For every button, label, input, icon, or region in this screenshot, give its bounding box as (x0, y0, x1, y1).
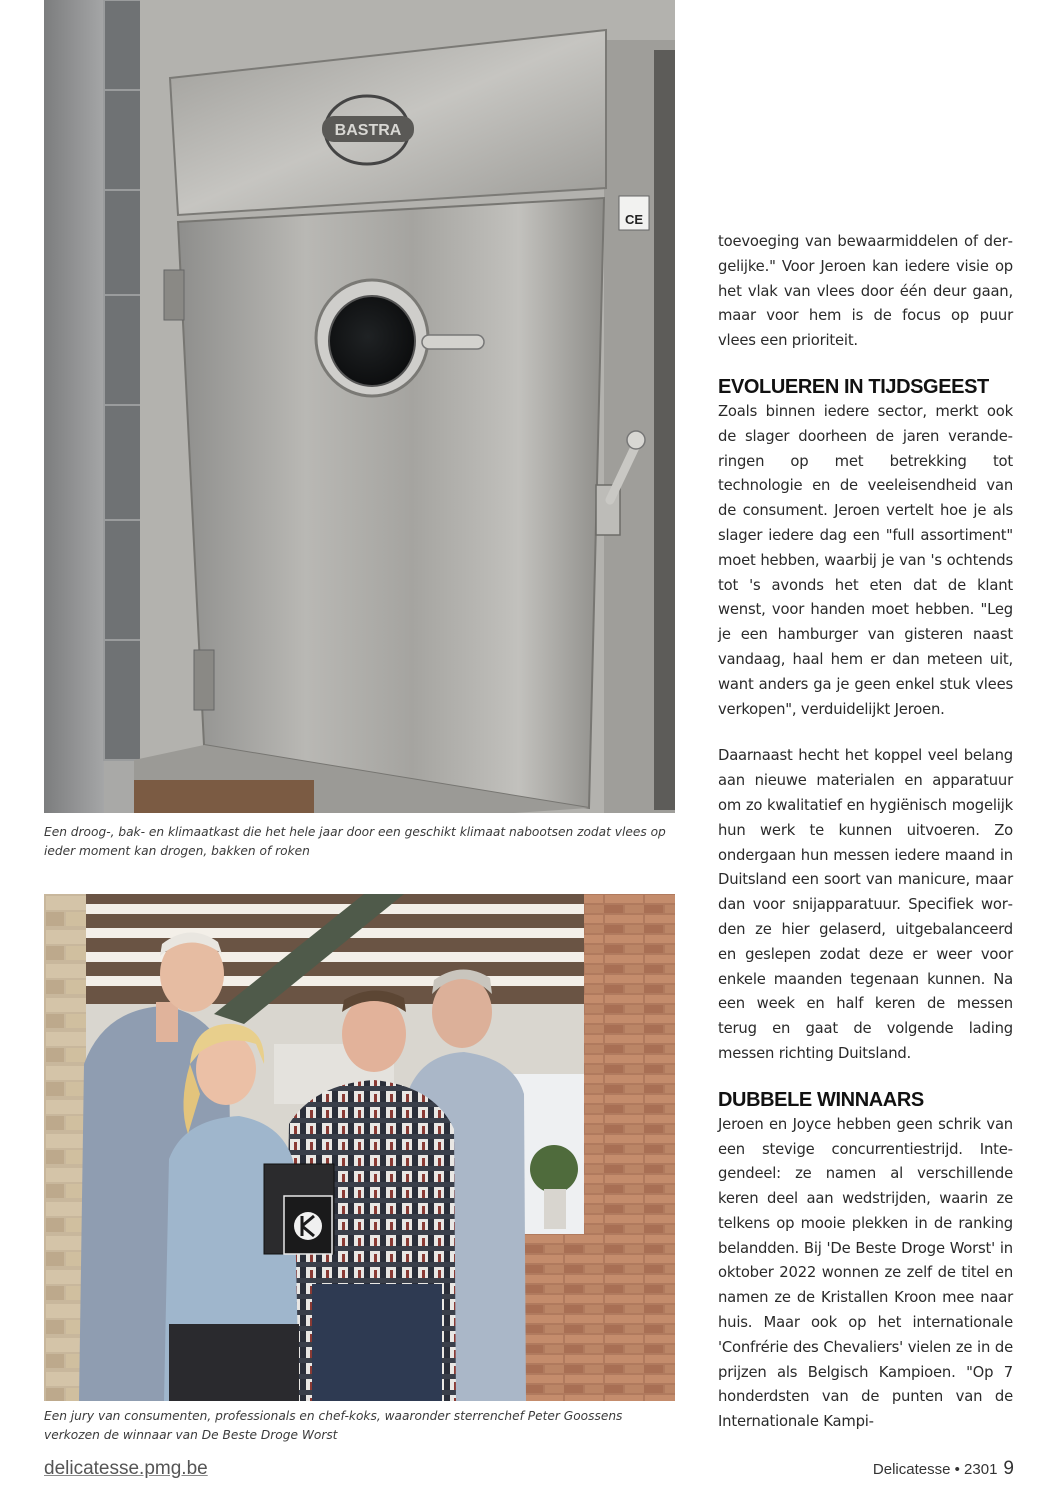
section-heading-dubbele-winnaars: DUBBELE WINNAARS (718, 1088, 924, 1111)
winners-illustration (44, 894, 675, 1401)
kristallen-kroon-award (264, 1164, 334, 1254)
section-heading-evolueren: EVOLUEREN IN TIJDSGEEST (718, 375, 989, 398)
oven-illustration (44, 0, 675, 813)
footer-page-number: 9 (1003, 1458, 1014, 1479)
section-evolueren-paragraph-2: Daarnaast hecht het koppel veel belang aan nieuwe materialen en apparatuur om zo kwalitatief en hygiënisch mogelijk hun werk te kunnen uitvoeren. Zo ondergaan hun messen iedere maand in Duitsland een soort van manicure, maar dan voor snijapparatuur. Specifiek worden ze hier gelaserd, uitgebalanceerd en geslepen zodat deze er weer voor enkele maanden tegenaan kunnen. Na een week en half keren de messen terug en gaat de volgende lading messen richting Duitsland. (718, 747, 1013, 1062)
svg-text:CE: CE (624, 212, 644, 227)
section-winnaars-paragraph-1: Jeroen en Joyce hebben geen schrik van een stevige concurrentiestrijd. Integendeel: ze namen al verschillende keren deel aan wedstrijden, waarin ze telkens op mooie plekken in de ranking belandden. Bij 'De Beste Droge Worst' in oktober 2022 wonnen ze zelf de titel en namen ze de Kristallen Kroon mee naar huis. Maar ook op het internationale 'Confrérie des Chevaliers' vielen ze in de prijzen als Belgisch Kampioen. "Op 7 honderdsten van de punten van de Internationale Kampi- (718, 1115, 1013, 1431)
section-evolueren-paragraph-1: Zoals binnen iedere sector, merkt ook de slager doorheen de jaren veranderingen op met betrekking tot technologie en de veeleisendheid van de consument. Jeroen vertelt hoe je als slager iedere dag een "full assortiment" moet hebben, waarbij je van 's ochtends tot 's avonds het eten dat de klant wenst, voor handen moet hebben. "Leg je een hamburger van gisteren naast vandaag, haal hem er dan meteen uit, want anders ga je geen enkel stuk vlees verkopen", verduidelijkt Jeroen. (718, 402, 1013, 718)
winners-photo-caption: Een jury van consumenten, professionals en chef-koks, waaronder sterrenchef Peter Goossens verkozen de winnaar van De Beste Droge Worst (44, 1409, 623, 1442)
svg-text:BASTRA: BASTRA (334, 122, 402, 139)
oven-photo-caption: Een droog-, bak- en klimaatkast die het hele jaar door een geschikt klimaat nabootsen zodat vlees op ieder moment kan drogen, bakken of roken (44, 825, 666, 858)
article-column (718, 230, 1013, 1435)
ce-label (619, 196, 649, 230)
oven-photo (44, 0, 675, 813)
footer-publication-info (873, 1458, 1014, 1480)
winners-photo (44, 894, 675, 1401)
footer-magazine-issue: Delicatesse • 2301 (872, 1461, 998, 1478)
article-intro-paragraph: toevoeging van bewaarmiddelen of dergelijke." Voor Jeroen kan iedere visie op het vlak van vlees door één deur gaan, maar voor hem is de focus op puur vlees een prioriteit. (718, 233, 1013, 350)
footer-website-link[interactable]: delicatesse.pmg.be (44, 1458, 208, 1479)
